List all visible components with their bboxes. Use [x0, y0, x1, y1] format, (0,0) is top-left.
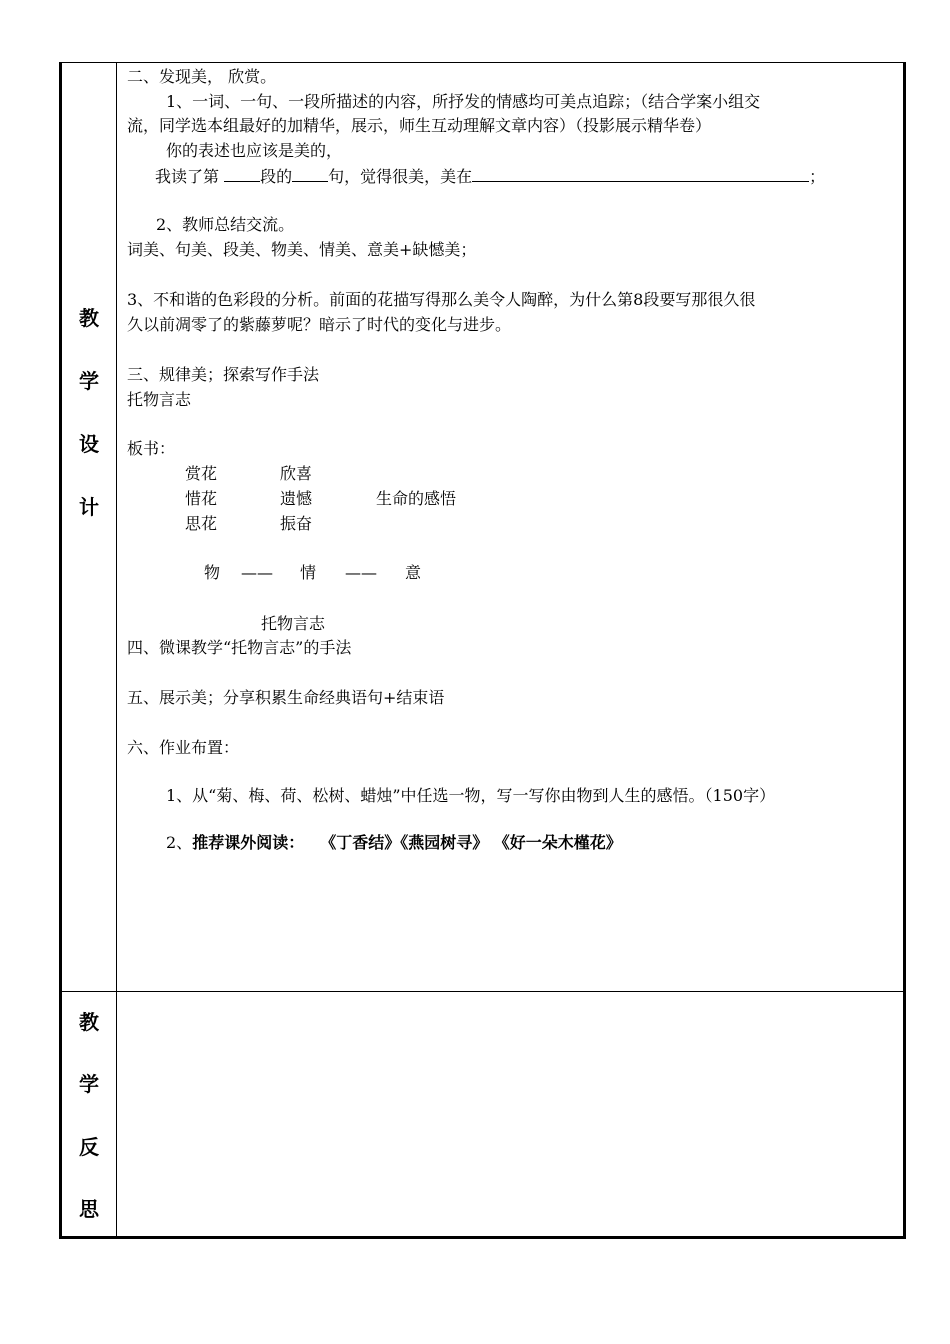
sec2-item3-line2: 久以前凋零了的紫藤萝呢？暗示了时代的变化与进步。 [127, 315, 512, 334]
sec4-title: 四、微课教学“托物言志”的手法 [127, 638, 352, 657]
sentence-blank [292, 165, 328, 182]
homework-1: 1、从“菊、梅、荷、松树、蜡烛”中任选一物，写一写你由物到人生的感悟。（150字） [166, 786, 776, 805]
sec2-beauty-list: 词美、句美、段美、物美、情美、意美+缺憾美； [127, 240, 477, 259]
design-label-char: 学 [79, 369, 99, 393]
reflection-label-char: 学 [79, 1072, 99, 1096]
chain-meaning: 意 [405, 563, 422, 582]
hw2-prefix: 2、 [166, 833, 193, 852]
design-label-char: 设 [79, 432, 99, 456]
chain-dash-1: —— [241, 563, 273, 582]
board-r2c2: 遗憾 [280, 489, 313, 508]
fill-part3: 句，觉得很美，美在 [328, 167, 473, 186]
chain-dash-2: —— [345, 563, 377, 582]
sec2-item3-line1: 3、不和谐的色彩段的分析。前面的花描写得那么美令人陶醉，为什么第8段要写那很久很 [127, 290, 756, 309]
sec5-title: 五、展示美；分享积累生命经典语句+结束语 [127, 688, 445, 707]
sec3-sub: 托物言志 [127, 390, 192, 409]
design-label-char: 计 [79, 495, 99, 519]
recommended-books: 《丁香结》《燕园树寻》 《好一朵木槿花》 [328, 833, 622, 852]
sec6-title: 六、作业布置： [127, 738, 240, 757]
sec2-item1-line1: 1、一词、一句、一段所描述的内容，所抒发的情感均可美点追踪；（结合学案小组交 [166, 92, 761, 111]
board-r1c1: 赏花 [185, 464, 218, 483]
board-r2c3: 生命的感悟 [376, 489, 457, 508]
board-r2c1: 惜花 [185, 489, 218, 508]
reflection-label-char: 思 [79, 1197, 99, 1221]
fill-part2: 段的 [260, 167, 293, 186]
row-divider [59, 991, 906, 992]
sec2-item1-line2: 流，同学选本组最好的加精华，展示，师生互动理解文章内容）（投影展示精华卷） [127, 116, 712, 135]
board-label: 板书： [127, 439, 176, 458]
column-divider [116, 62, 117, 1239]
board-summary: 托物言志 [261, 614, 326, 633]
sec3-title: 三、规律美；探索写作手法 [127, 365, 320, 384]
hw2-label: 推荐课外阅读： [192, 833, 305, 852]
sec2-prompt: 你的表述也应该是美的， [166, 141, 343, 160]
paragraph-blank [224, 165, 260, 182]
design-label-char: 教 [79, 306, 99, 330]
board-r3c2: 振奋 [280, 514, 313, 533]
homework-2 [166, 832, 622, 854]
fill-in-sentence [155, 165, 825, 188]
board-r3c1: 思花 [185, 514, 218, 533]
sec2-item2: 2、教师总结交流。 [156, 215, 295, 234]
fill-part1: 我读了第 [155, 167, 220, 186]
reflection-label-char: 教 [79, 1010, 99, 1034]
reflection-label-char: 反 [79, 1135, 99, 1159]
chain-object: 物 [204, 563, 221, 582]
sec2-title: 二、发现美， 欣赏。 [127, 67, 277, 86]
reason-blank [472, 165, 809, 182]
chain-emotion: 情 [300, 563, 317, 582]
fill-end: ； [809, 167, 826, 186]
board-r1c2: 欣喜 [280, 464, 313, 483]
